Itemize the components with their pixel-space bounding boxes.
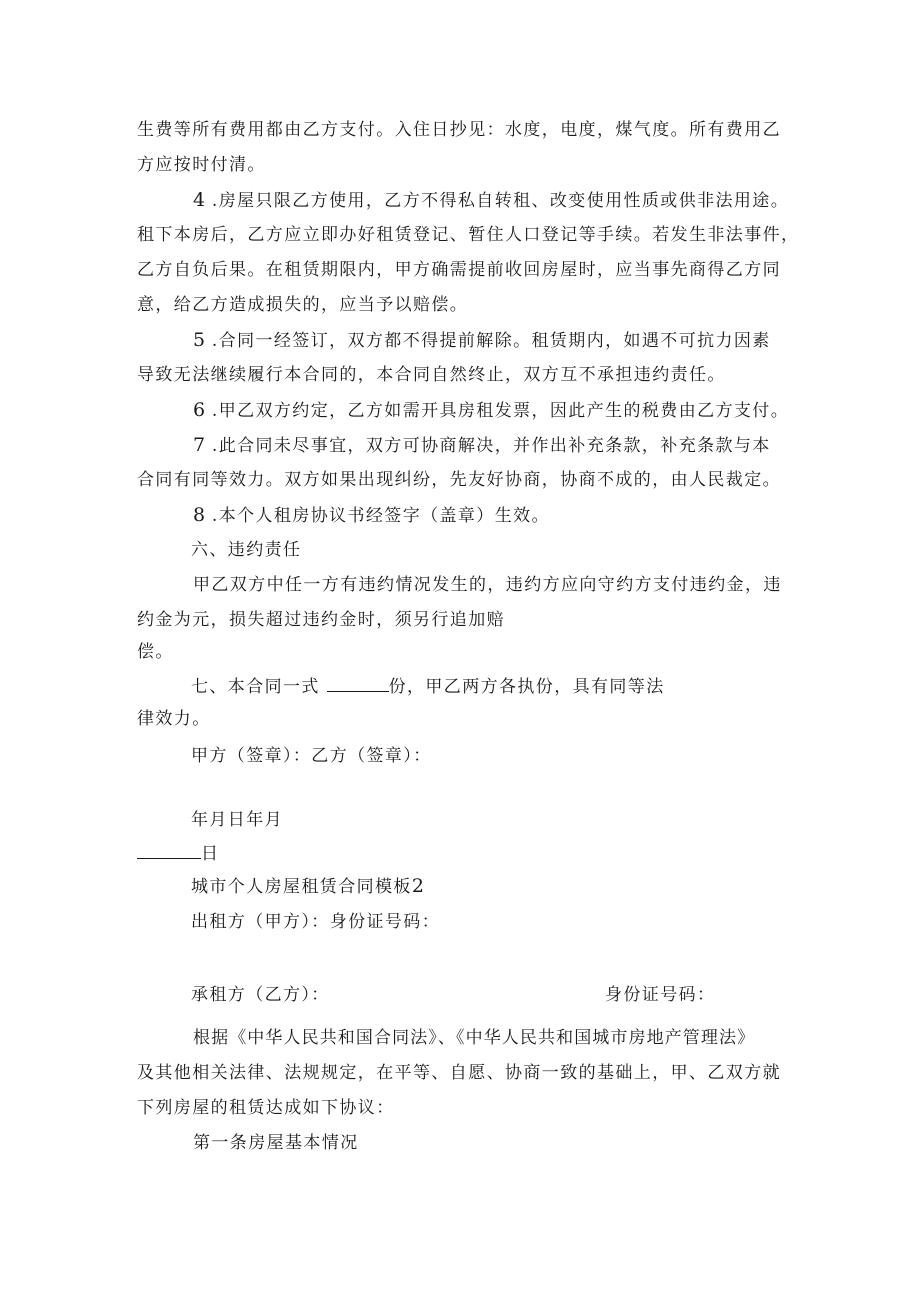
paragraph-line: 生费等所有费用都由乙方支付。入住日抄见：水度，电度，煤气度。所有费用乙 [137, 120, 781, 140]
section-text: 份，甲乙两方各执份，具有同等法 [388, 677, 665, 697]
clause-6-line [193, 400, 789, 421]
section-text: 七、本合同一式 [191, 677, 327, 697]
lessor-line: 出租方（甲方）：身份证号码： [191, 912, 441, 932]
paragraph-line: 约金为元，损失超过违约金时，须另行追加赔 [137, 610, 505, 630]
paragraph-line: 律效力。 [137, 709, 211, 729]
paragraph-line: 下列房屋的租赁达成如下协议： [137, 1098, 395, 1118]
signature-line: 甲方（签章）：乙方（签章）： [191, 746, 432, 766]
template-title-number: 2 [411, 875, 424, 897]
template-title-text: 城市个人房屋租赁合同模板 [191, 877, 412, 897]
paragraph-line: 甲乙双方中任一方有违约情况发生的，违约方应向守约方支付违约金，违 [193, 575, 782, 595]
clause-text: .房屋只限乙方使用，乙方不得私自转租、改变使用性质或供非法用途。 [205, 191, 790, 211]
paragraph-line: 租下本房后，乙方应立即办好租赁登记、暂住人口登记等手续。若发生非法事件， [137, 225, 800, 245]
clause-4-line [193, 190, 789, 211]
date-line: 年月日年月 [191, 810, 283, 830]
copies-blank [327, 677, 389, 692]
paragraph-line: 根据《中华人民共和国合同法》、《中华人民共和国城市房地产管理法》 [193, 1028, 756, 1048]
date-line-2 [137, 844, 219, 864]
clause-number: 8 [193, 504, 206, 526]
clause-8-line [193, 505, 550, 526]
lessee-id-label: 身份证号码： [605, 985, 716, 1005]
clause-number: 6 [193, 399, 206, 421]
paragraph-line: 导致无法继续履行本合同的，本合同自然终止，双方互不承担违约责任。 [137, 365, 726, 385]
clause-number: 7 [193, 434, 206, 456]
paragraph-line: 合同有同等效力。双方如果出现纠纷，先友好协商，协商不成的，由人民裁定。 [137, 470, 781, 490]
article-heading: 第一条房屋基本情况 [193, 1133, 359, 1153]
clause-5-line [193, 330, 771, 351]
clause-number: 4 [193, 189, 206, 211]
date-blank [137, 844, 201, 859]
paragraph-line: 方应按时付清。 [137, 155, 266, 175]
clause-text: .合同一经签订，双方都不得提前解除。租赁期内，如遇不可抗力因素 [205, 331, 771, 351]
paragraph-line: 意，给乙方造成损失的，应当予以赔偿。 [137, 295, 469, 315]
clause-text: .此合同未尽事宜，双方可协商解决，并作出补充条款，补充条款与本 [205, 436, 771, 456]
clause-number: 5 [193, 329, 206, 351]
paragraph-line: 偿。 [137, 642, 174, 662]
paragraph-line: 乙方自负后果。在租赁期限内，甲方确需提前收回房屋时，应当事先商得乙方同 [137, 260, 781, 280]
template-title [191, 876, 424, 897]
clause-7-line [193, 435, 771, 456]
section-heading: 六、违约责任 [191, 540, 302, 560]
section-7-line [191, 677, 665, 697]
clause-text: .本个人租房协议书经签字（盖章）生效。 [205, 506, 550, 526]
paragraph-line: 及其他相关法律、法规规定，在平等、自愿、协商一致的基础上，甲、乙双方就 [137, 1063, 781, 1083]
date-text: 日 [201, 844, 220, 864]
clause-text: .甲乙双方约定，乙方如需开具房租发票，因此产生的税费由乙方支付。 [205, 401, 790, 421]
lessee-label: 承租方（乙方）： [191, 985, 330, 1005]
